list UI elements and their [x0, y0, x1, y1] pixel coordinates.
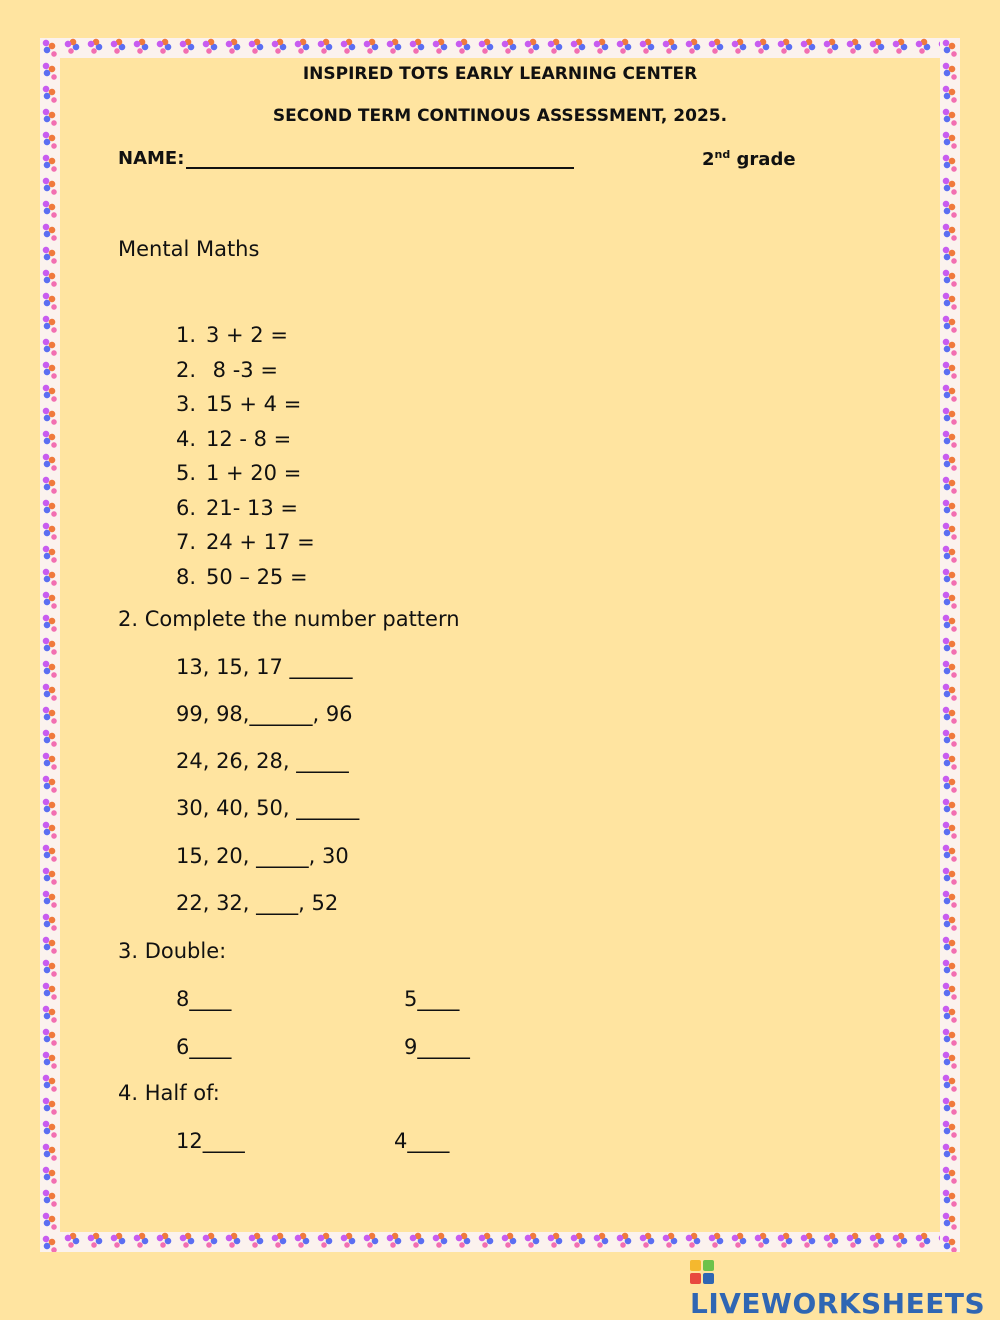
question-text: 15 + 4 = — [206, 392, 302, 416]
pattern-row[interactable]: 15, 20, _____, 30 — [176, 844, 349, 868]
section-half-title: 4. Half of: — [118, 1081, 220, 1105]
section-mental-maths-title: Mental Maths — [118, 237, 260, 261]
pattern-row[interactable]: 24, 26, 28, _____ — [176, 749, 349, 773]
question-number: 4. — [176, 426, 197, 451]
grade-word: grade — [736, 149, 796, 170]
question-text: 3 + 2 = — [206, 323, 288, 347]
question-item[interactable] — [176, 456, 315, 491]
name-input-line[interactable] — [186, 149, 574, 169]
question-number: 5. — [176, 461, 197, 485]
question-text: 1 + 20 = — [206, 461, 302, 485]
double-item[interactable]: 5____ — [404, 987, 460, 1011]
question-text: 21- 13 = — [206, 495, 298, 520]
name-label: NAME: — [118, 148, 185, 169]
half-item[interactable]: 12____ — [176, 1129, 245, 1153]
balloon-border-left — [40, 38, 60, 1252]
school-title: INSPIRED TOTS EARLY LEARNING CENTER — [302, 64, 698, 84]
liveworksheets-logo[interactable] — [690, 1254, 1000, 1320]
double-item[interactable]: 8____ — [176, 987, 232, 1011]
balloon-border-bottom — [40, 1232, 960, 1252]
question-number: 8. — [176, 564, 197, 589]
double-item[interactable]: 9_____ — [404, 1035, 470, 1059]
question-item[interactable] — [176, 560, 315, 595]
half-item[interactable]: 4____ — [394, 1129, 450, 1153]
balloon-border-top — [40, 38, 960, 58]
question-number: 3. — [176, 392, 197, 416]
question-item[interactable] — [176, 318, 315, 353]
question-number: 6. — [176, 495, 197, 520]
question-item[interactable] — [176, 353, 315, 388]
question-item[interactable] — [176, 387, 315, 422]
question-number: 7. — [176, 530, 197, 554]
question-number: 2. — [176, 357, 197, 382]
question-text: 24 + 17 = — [206, 530, 315, 554]
question-item[interactable] — [176, 491, 315, 526]
question-text: 12 - 8 = — [206, 426, 292, 451]
grade-label — [702, 148, 796, 170]
section-pattern-title: 2. Complete the number pattern — [118, 607, 460, 631]
assessment-title: SECOND TERM CONTINOUS ASSESSMENT, 2025. — [272, 106, 728, 126]
grade-suffix: nd — [714, 148, 731, 161]
section-double-title: 3. Double: — [118, 939, 227, 963]
brand-name: LIVEWORKSHEETS — [690, 1287, 986, 1320]
question-item[interactable] — [176, 422, 315, 457]
question-text: 50 – 25 = — [206, 564, 308, 589]
pattern-row[interactable]: 13, 15, 17 ______ — [176, 655, 353, 679]
balloon-border-right — [940, 38, 960, 1252]
question-item[interactable] — [176, 525, 315, 560]
double-item[interactable]: 6____ — [176, 1035, 232, 1059]
grade-number: 2 — [702, 149, 715, 170]
name-field-row — [118, 148, 574, 169]
pattern-row[interactable]: 30, 40, 50, ______ — [176, 796, 360, 820]
question-text: 8 -3 = — [206, 357, 278, 382]
liveworksheets-icon — [690, 1260, 714, 1284]
mental-maths-list — [176, 318, 315, 594]
question-number: 1. — [176, 323, 197, 347]
pattern-row[interactable]: 22, 32, ____, 52 — [176, 891, 339, 915]
pattern-row[interactable]: 99, 98,______, 96 — [176, 702, 353, 726]
